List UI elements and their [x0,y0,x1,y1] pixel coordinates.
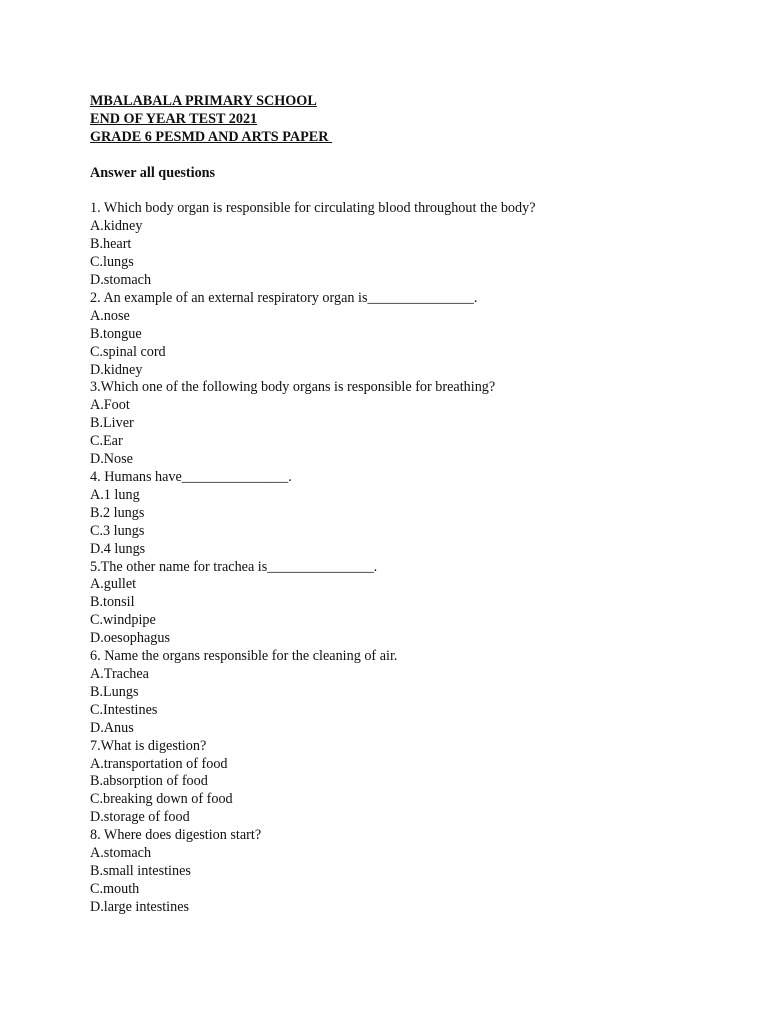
answer-option: A.nose [90,307,130,324]
answer-option: A.Trachea [90,665,149,682]
answer-option: C.spinal cord [90,343,166,360]
answer-option: B.small intestines [90,862,191,879]
answer-option: D.oesophagus [90,630,170,647]
question-text: 6. Name the organs responsible for the cleaning of air. [90,648,398,665]
school-name: MBALABALA PRIMARY SCHOOL [90,93,317,109]
answer-option: A.stomach [90,845,152,862]
question-block [90,469,730,559]
question-block [90,200,730,290]
question-text: 5.The other name for trachea is_______________. [90,558,378,575]
answer-option: D.Anus [90,719,134,736]
answer-option: A.1 lung [90,486,140,503]
answer-option: D.storage of food [90,809,190,826]
answer-option: C.3 lungs [90,522,145,539]
answer-option: C.Intestines [90,701,158,718]
answer-option: B.tonsil [90,594,135,611]
answer-option: C.mouth [90,880,140,897]
question-text: 1. Which body organ is responsible for circulating blood throughout the body? [90,200,536,217]
question-text: 4. Humans have_______________. [90,469,292,485]
answer-option: B.heart [90,236,132,253]
document-page [90,93,730,917]
answer-option: B.tongue [90,325,142,342]
question-block [90,738,730,828]
answer-option: A.gullet [90,576,137,593]
question-block [90,559,730,649]
question-list [90,200,730,916]
spacer [90,183,730,201]
paper-title: GRADE 6 PESMD AND ARTS PAPER [90,128,333,145]
answer-option: C.lungs [90,254,134,271]
answer-option: C.windpipe [90,612,156,629]
question-block [90,648,730,738]
answer-option: C.breaking down of food [90,791,233,808]
answer-option: D.4 lungs [90,540,146,557]
answer-option: D.Nose [90,451,133,468]
test-title: END OF YEAR TEST 2021 [90,110,258,127]
answer-option: D.kidney [90,361,143,378]
question-text: 3.Which one of the following body organs is responsible for breathing? [90,379,496,396]
spacer [90,147,730,165]
answer-option: A.Foot [90,397,130,414]
question-text: 2. An example of an external respiratory organ is_______________. [90,289,478,306]
answer-option: D.stomach [90,272,152,289]
answer-option: B.Lungs [90,683,139,700]
answer-option: C.Ear [90,433,123,450]
question-block [90,290,730,380]
answer-option: B.2 lungs [90,504,145,521]
question-block [90,827,730,917]
answer-option: A.kidney [90,218,143,235]
answer-option: B.Liver [90,415,134,432]
question-block [90,379,730,469]
answer-option: B.absorption of food [90,773,208,790]
instruction: Answer all questions [90,164,216,181]
answer-option: A.transportation of food [90,755,228,772]
question-text: 8. Where does digestion start? [90,827,262,844]
question-text: 7.What is digestion? [90,737,207,754]
answer-option: D.large intestines [90,898,190,915]
